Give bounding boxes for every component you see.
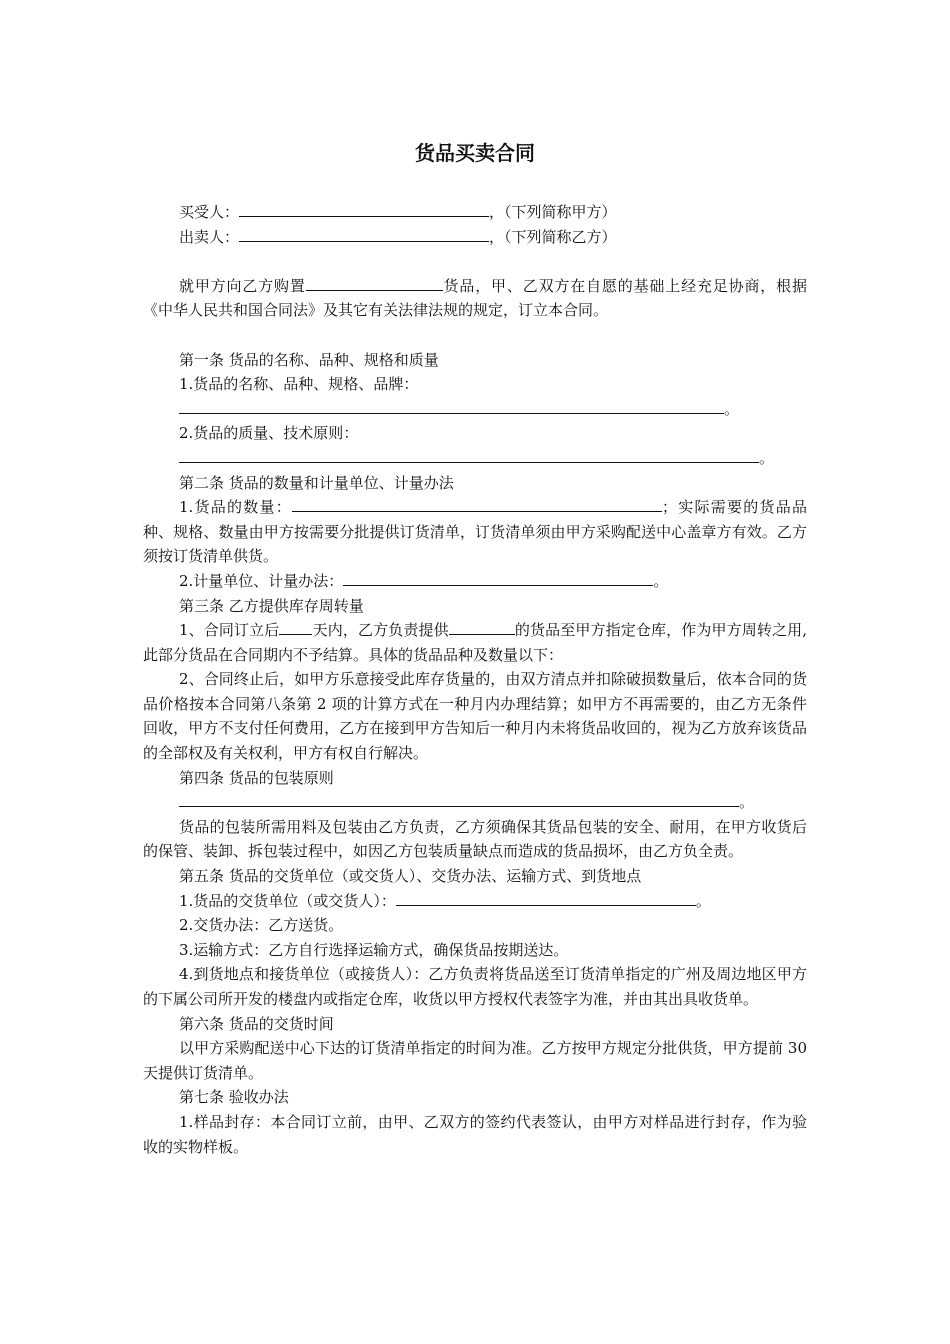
period: 。: [759, 448, 775, 467]
delivery-unit-blank: [396, 891, 696, 906]
article2-item2: [143, 569, 807, 594]
article4-para: 货品的包装所需用料及包装由乙方负责，乙方须确保其货品包装的安全、耐用，在甲方收货后的保管、装卸、拆包装过程中，如因乙方包装质量缺点而造成的货品损坏，由乙方负全责。: [143, 817, 807, 861]
article6-heading: 第六条 货品的交货时间: [179, 1014, 334, 1033]
period: 。: [695, 891, 711, 910]
provide-text: 天内，乙方负责提供: [312, 621, 449, 640]
article5-heading: 第五条 货品的交货单位（或交货人）、交货办法、运输方式、到货地点: [179, 867, 642, 886]
article4-heading: 第四条 货品的包装原则: [179, 768, 334, 787]
article2-item1: [143, 495, 807, 569]
buyer-line: [143, 200, 807, 225]
intro-part1: 就甲方向乙方购置: [179, 276, 306, 295]
article7-item1: 1.样品封存：本合同订立前，由甲、乙双方的签约代表签认，由甲方对样品进行封存，作为验收的实物样板。: [143, 1112, 807, 1156]
stock-blank: [449, 620, 515, 635]
name-spec-blank: [179, 399, 724, 414]
packaging-line: [143, 790, 807, 815]
article3-heading: 第三条 乙方提供库存周转量: [179, 596, 364, 615]
article5-item1: [143, 889, 807, 914]
packaging-blank: [179, 792, 739, 807]
article5-item2: 2.交货办法：乙方送货。: [179, 916, 344, 935]
intro-paragraph: [143, 274, 807, 323]
buyer-blank: [239, 202, 489, 217]
article7-heading: 第七条 验收办法: [179, 1088, 289, 1107]
seller-line: [143, 225, 807, 250]
period: 。: [724, 399, 740, 418]
days-text: 1、合同订立后: [179, 621, 280, 640]
days-blank: [279, 620, 312, 635]
period: 。: [739, 793, 755, 812]
measure-label: 2.计量单位、计量办法：: [179, 571, 344, 590]
article3-para1: [143, 618, 807, 667]
article6-para: 以甲方采购配送中心下达的订货清单指定的时间为准。乙方按甲方规定分批供货，甲方提前 30 天提供订货清单。: [143, 1039, 807, 1082]
article1-item2: 2.货品的质量、技术原则：: [179, 424, 359, 443]
goods-blank: [306, 276, 443, 291]
intro-part2: 货品，甲、乙双方在自愿的基础上经充足协商，根据《中华人民共和国合同法》及其它有关法律法规的规定，订立本合同。: [143, 276, 807, 320]
article1-item1: 1.货品的名称、品种、规格、品牌：: [179, 375, 419, 394]
seller-suffix: ，（下列简称乙方）: [489, 227, 617, 246]
quantity-rest: ；实际需要的货品品种、规格、数量由甲方按需要分批提供订货清单，订货清单须由甲方采购配送中心盖章方有效。乙方须按订货清单供货。: [143, 498, 807, 566]
article1-heading: 第一条 货品的名称、品种、规格和质量: [179, 350, 439, 369]
quantity-blank: [292, 497, 662, 512]
seller-blank: [239, 227, 489, 242]
article1-item2-line: [143, 446, 807, 471]
buyer-suffix: ，（下列简称甲方）: [489, 203, 617, 221]
contract-body: [143, 200, 807, 1159]
article5-item4: 4.到货地点和接货单位（或接货人）：乙方负责将货品送至订货清单指定的广州及周边地区甲方的下属公司所开发的楼盘内或指定仓库，收货以甲方授权代表签字为准，并由其出具收货单。: [143, 965, 807, 1008]
stock-text: 的货品至甲方指定仓库，作为甲方周转之用,此部分货品在合同期内不予结算。具体的货品品种及数量以下：: [143, 621, 807, 664]
article5-item3: 3.运输方式：乙方自行选择运输方式，确保货品按期送达。: [179, 940, 569, 959]
measure-blank: [343, 571, 653, 586]
buyer-label: 买受人：: [179, 203, 240, 221]
article2-heading: 第二条 货品的数量和计量单位、计量办法: [179, 473, 454, 492]
article1-item1-line: [143, 397, 807, 422]
quantity-label: 1.货品的数量：: [179, 498, 293, 517]
seller-label: 出卖人：: [179, 227, 240, 246]
period: 。: [653, 571, 669, 590]
delivery-unit-label: 1.货品的交货单位（或交货人）：: [179, 891, 396, 910]
quality-blank: [179, 448, 759, 463]
article3-para2: 2、合同终止后，如甲方乐意接受此库存货量的，由双方清点并扣除破损数量后，依本合同的货品价格按本合同第八条第 2 项的计算方式在一种月内办理结算；如甲方不再需要的，由乙方无条件回收，甲方不支付任何费用，乙方在接到甲方告知后一种月内未将货品收回的，视为乙方放弃该货品的全部权及有关权利，甲方有权自行解决。: [143, 670, 807, 763]
document-title: 货品买卖合同: [415, 141, 535, 165]
